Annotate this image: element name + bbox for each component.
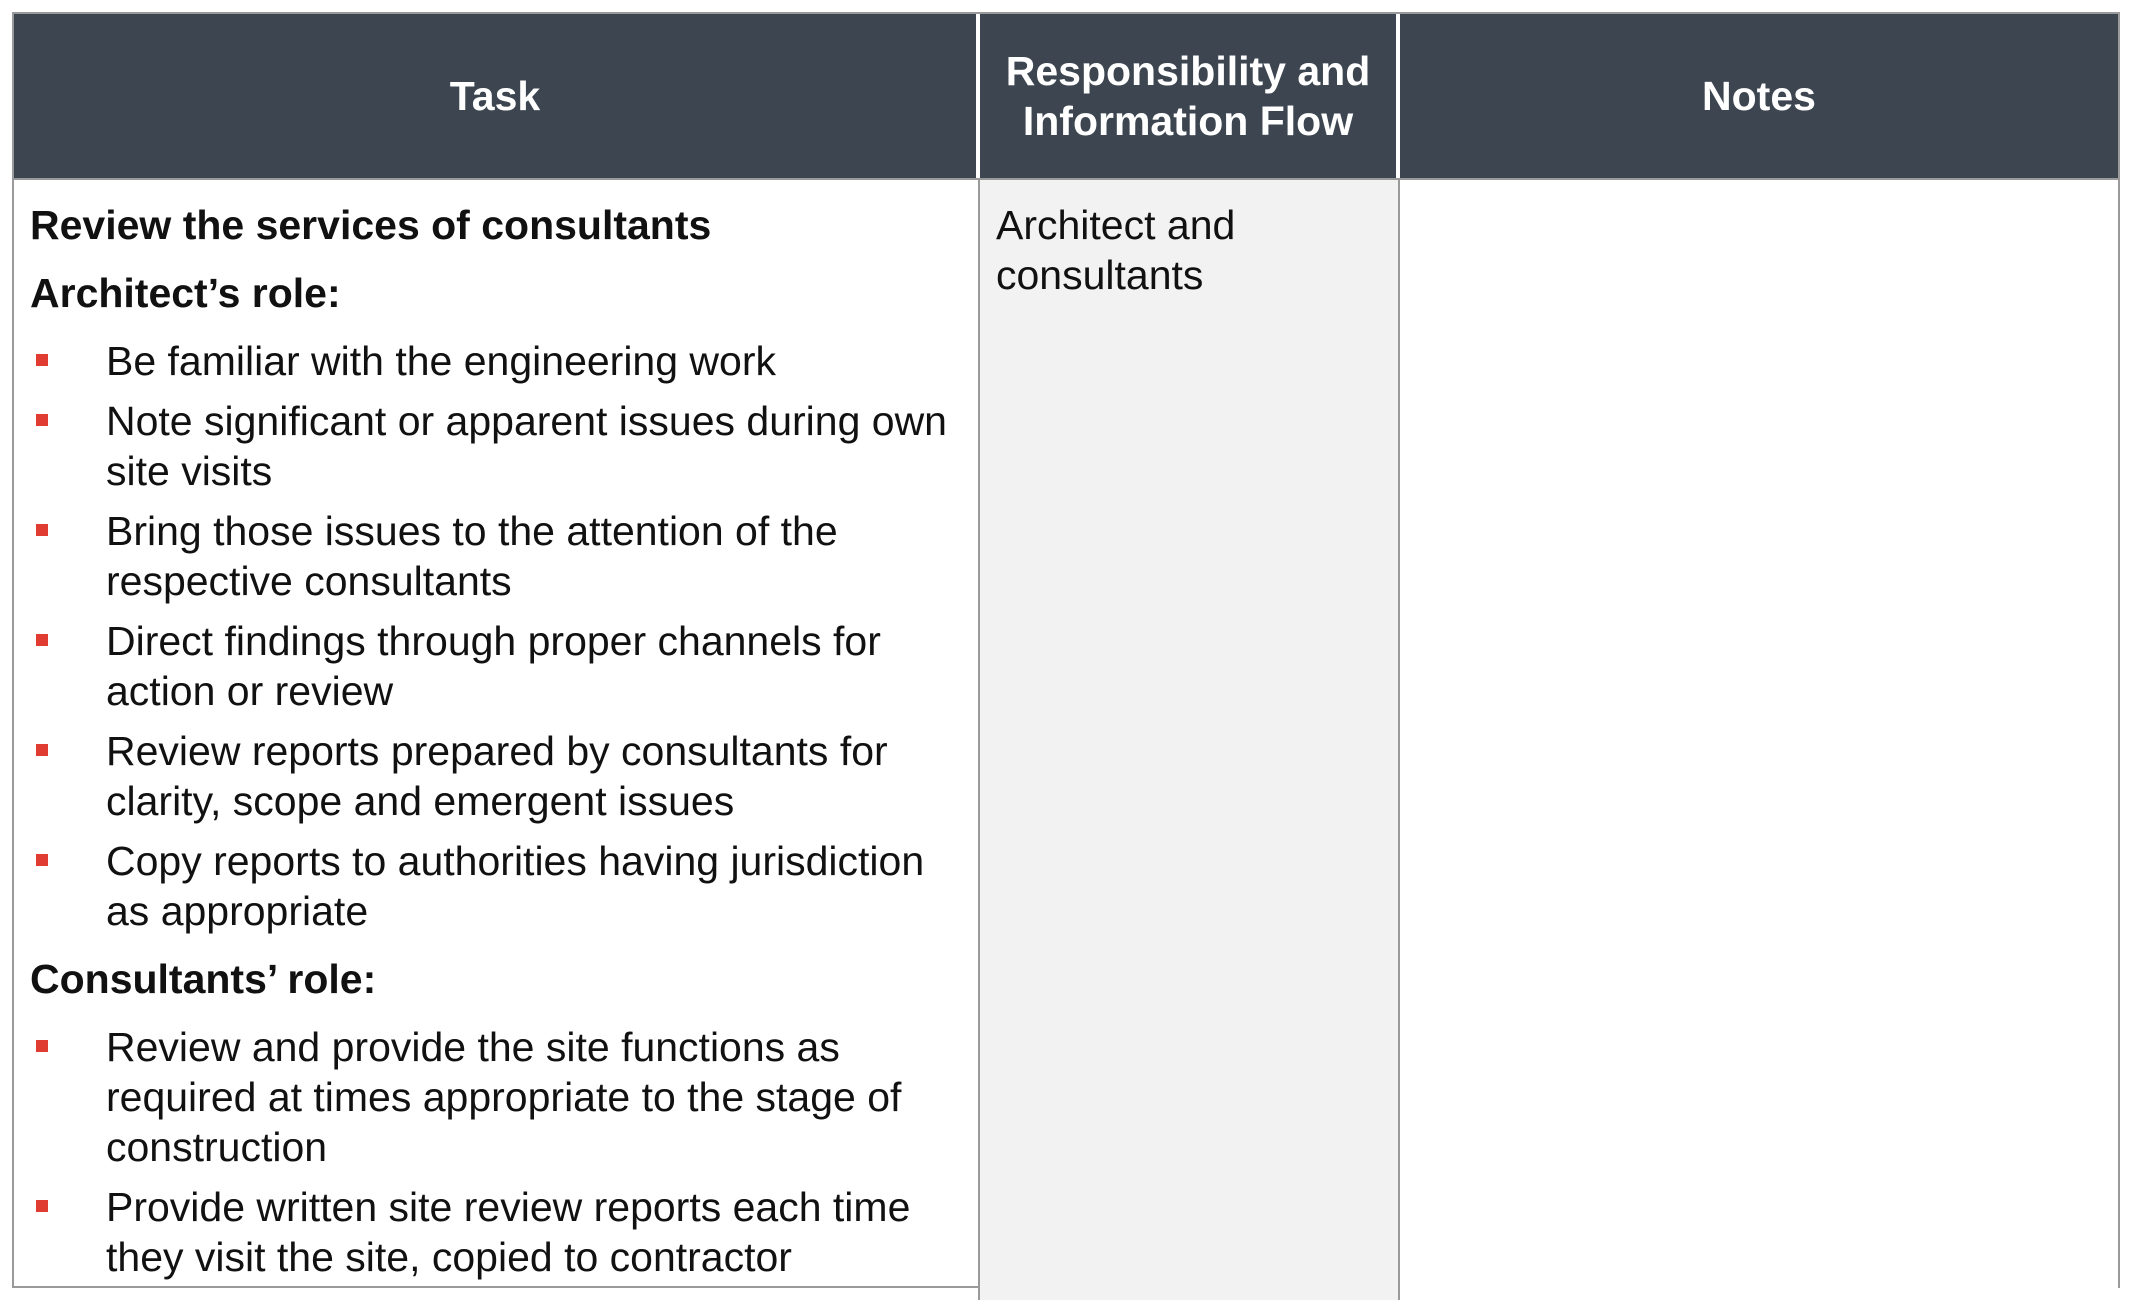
list-item-text: Bring those issues to the attention of the respective consultants: [106, 508, 838, 604]
task-cell: [14, 178, 980, 1300]
list-item: [30, 836, 962, 936]
square-bullet-icon: [36, 854, 48, 866]
architect-role-heading: Architect’s role:: [30, 270, 341, 316]
list-item-text: Be familiar with the engineering work: [106, 338, 776, 384]
list-item-text: Direct findings through proper channels for action or review: [106, 618, 881, 714]
responsibility-cell: [980, 178, 1400, 1300]
notes-cell: [1400, 178, 2118, 1300]
list-item: [30, 616, 962, 716]
list-item-text: Review reports prepared by consultants for clarity, scope and emergent issues: [106, 728, 888, 824]
header-notes: Notes: [1400, 14, 2118, 178]
square-bullet-icon: [36, 1040, 48, 1052]
header-responsibility: Responsibility and Information Flow: [980, 14, 1400, 178]
list-item: [30, 336, 962, 386]
square-bullet-icon: [36, 524, 48, 536]
list-item: [30, 726, 962, 826]
task-title: Review the services of consultants: [30, 202, 712, 248]
list-item-text: Provide written site review reports each time they visit the site, copied to contractor: [106, 1184, 911, 1280]
list-item-text: Note significant or apparent issues during own site visits: [106, 398, 947, 494]
square-bullet-icon: [36, 1200, 48, 1212]
square-bullet-icon: [36, 634, 48, 646]
list-item: [30, 506, 962, 606]
square-bullet-icon: [36, 744, 48, 756]
list-item: [30, 1022, 962, 1172]
list-item: [30, 396, 962, 496]
square-bullet-icon: [36, 414, 48, 426]
site-review-table: [12, 12, 2120, 1288]
responsibility-text: Architect and consultants: [996, 202, 1236, 298]
header-task: Task: [14, 14, 980, 178]
list-item: [30, 1182, 962, 1282]
consultants-role-heading: Consultants’ role:: [30, 956, 377, 1002]
list-item-text: Copy reports to authorities having jurisdiction as appropriate: [106, 838, 925, 934]
architect-role-list: [30, 336, 962, 936]
square-bullet-icon: [36, 354, 48, 366]
consultants-role-list: [30, 1022, 962, 1282]
list-item-text: Review and provide the site functions as required at times appropriate to the stage of construction: [106, 1024, 902, 1170]
